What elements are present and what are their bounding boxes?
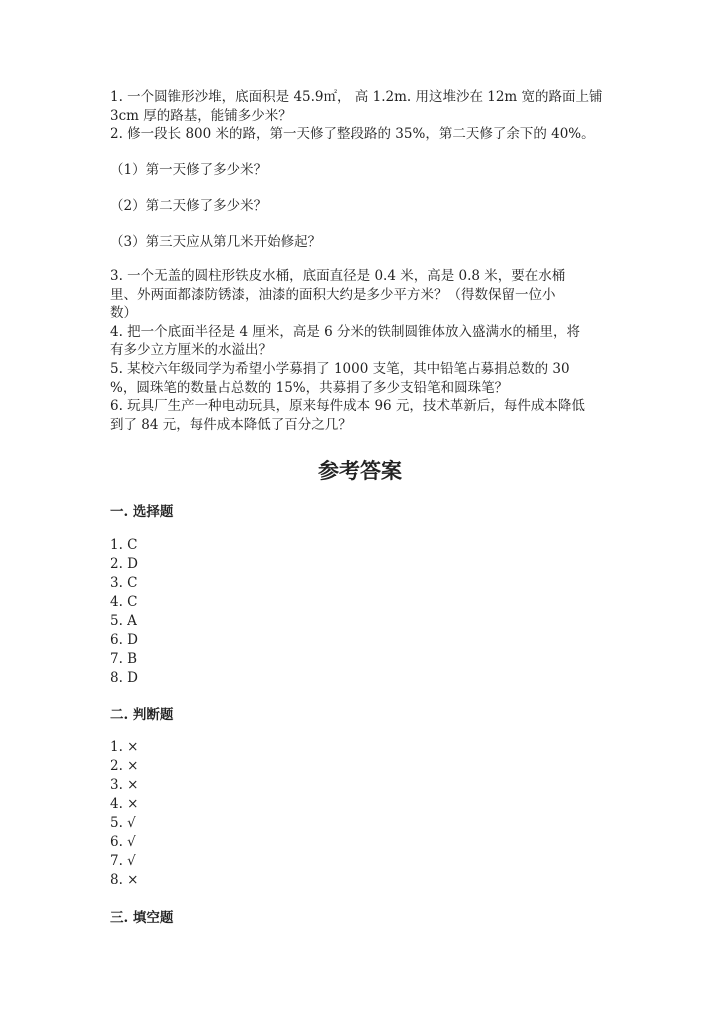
- text-line: 数）: [110, 305, 137, 322]
- answer-item: 8. ×: [110, 872, 139, 888]
- subquestion-3: （3）第三天应从第几米开始修起？: [110, 234, 322, 250]
- answer-item: 1. ×: [110, 739, 139, 755]
- text-line: 4. 把一个底面半径是 4 厘米，高是 6 分米的铁制圆锥体放入盛满水的桶里，将: [110, 323, 581, 340]
- problem-1: [110, 88, 630, 144]
- section-heading: 一. 选择题: [110, 504, 174, 520]
- answer-item: 4. ×: [110, 796, 139, 812]
- text-line: 里、外两面都漆防锈漆，油漆的面积大约是多少平方米？（得数保留一位小: [110, 286, 556, 303]
- answer-item: 7. B: [110, 651, 138, 667]
- answer-list-choice: [110, 536, 138, 688]
- answer-item: 8. D: [110, 670, 138, 686]
- answer-list-judgement: [110, 738, 138, 890]
- answer-item: 7. √: [110, 853, 136, 869]
- text-line: 到了 84 元，每件成本降低了百分之几？: [110, 416, 352, 433]
- section-heading: 二. 判断题: [110, 707, 174, 723]
- text-line: 6. 玩具厂生产一种电动玩具，原来每件成本 96 元，技术革新后，每件成本降低: [110, 398, 585, 415]
- problems-3-6: [110, 267, 630, 434]
- answer-item: 3. ×: [110, 777, 139, 793]
- answer-item: 5. A: [110, 613, 137, 629]
- text-line: 5. 某校六年级同学为希望小学募捐了 1000 支笔，其中铅笔占募捐总数的 30: [110, 360, 570, 377]
- text-line: %，圆珠笔的数量占总数的 15%，共募捐了多少支铅笔和圆珠笔？: [110, 379, 509, 396]
- answer-item: 4. C: [110, 594, 138, 610]
- subquestion-2: （2）第二天修了多少米？: [110, 198, 268, 214]
- answer-item: 6. √: [110, 834, 136, 850]
- answer-item: 6. D: [110, 632, 138, 648]
- text-line: 2. 修一段长 800 米的路，第一天修了整段路的 35%，第二天修了余下的 40%。: [110, 126, 595, 143]
- answers-title: 参考答案: [318, 458, 402, 483]
- text-line: 3cm 厚的路基，能铺多少米？: [110, 107, 292, 124]
- text-line: 1. 一个圆锥形沙堆，底面积是 45.9㎡， 高 1.2m. 用这堆沙在 12m 宽的路面上铺: [110, 89, 603, 105]
- answer-item: 5. √: [110, 815, 136, 831]
- text-line: 有多少立方厘米的水溢出？: [110, 342, 272, 359]
- section-heading: 三. 填空题: [110, 910, 174, 926]
- answer-item: 2. ×: [110, 758, 139, 774]
- text-line: 3. 一个无盖的圆柱形铁皮水桶，底面直径是 0.4 米，高是 0.8 米，要在水桶: [110, 268, 566, 284]
- answer-item: 3. C: [110, 575, 138, 591]
- answer-item: 2. D: [110, 556, 138, 572]
- subquestion-1: （1）第一天修了多少米？: [110, 162, 268, 178]
- answer-item: 1. C: [110, 537, 138, 553]
